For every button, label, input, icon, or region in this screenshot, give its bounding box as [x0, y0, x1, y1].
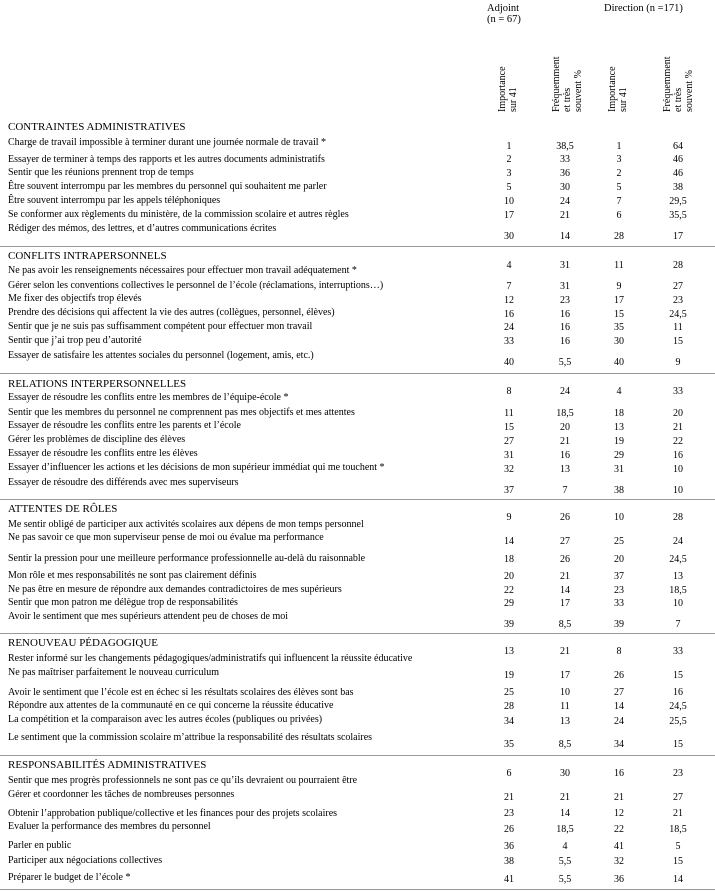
row-label: Préparer le budget de l’école * [8, 872, 131, 883]
cell-frequency-adjoint: 21 [560, 210, 570, 221]
cell-importance-adjoint: 40 [504, 357, 514, 368]
cell-frequency-direction: 10 [673, 598, 683, 609]
cell-importance-direction: 9 [616, 281, 622, 292]
cell-frequency-adjoint: 10 [560, 687, 570, 698]
cell-importance-direction: 5 [616, 182, 622, 193]
row-label: Participer aux négociations collectives [8, 855, 163, 866]
row-label: Gérer les problèmes de discipline des élèves [8, 434, 186, 445]
cell-importance-adjoint: 32 [504, 464, 514, 475]
cell-importance-direction: 1 [616, 141, 622, 152]
section-divider [0, 755, 715, 756]
section-title: RESPONSABILITÉS ADMINISTRATIVES [8, 759, 207, 771]
row-label: Sentir que mes progrès professionnels ne sont pas ce qu’ils devraient ou pourraient être [8, 775, 358, 786]
cell-frequency-adjoint: 21 [560, 571, 570, 582]
row-label: Mon rôle et mes responsabilités ne sont pas clairement définis [8, 570, 257, 581]
cell-importance-adjoint: 9 [506, 512, 512, 523]
cell-frequency-direction: 22 [673, 436, 683, 447]
row-label: Essayer de satisfaire les attentes sociales du personnel (logement, amis, etc.) [8, 350, 314, 361]
cell-frequency-direction: 17 [673, 231, 683, 242]
cell-frequency-direction: 25,5 [669, 716, 687, 727]
cell-frequency-adjoint: 21 [560, 646, 570, 657]
column-header-importance-adjoint [497, 36, 519, 112]
row-label: Me sentir obligé de participer aux activités scolaires aux dépens de mon temps personnel [8, 519, 364, 530]
cell-frequency-direction: 24,5 [669, 701, 687, 712]
group-header-line: Adjoint [487, 3, 520, 14]
cell-frequency-adjoint: 18,5 [556, 408, 574, 419]
cell-frequency-direction: 15 [673, 336, 683, 347]
cell-frequency-direction: 15 [673, 856, 683, 867]
cell-frequency-adjoint: 14 [560, 808, 570, 819]
cell-frequency-adjoint: 20 [560, 422, 570, 433]
cell-frequency-adjoint: 30 [560, 768, 570, 779]
cell-frequency-direction: 27 [673, 281, 683, 292]
cell-frequency-adjoint: 33 [560, 154, 570, 165]
row-label: Charge de travail impossible à terminer durant une journée normale de travail * [8, 137, 327, 148]
cell-frequency-direction: 21 [673, 808, 683, 819]
cell-importance-adjoint: 36 [504, 841, 514, 852]
cell-frequency-direction: 29,5 [669, 196, 687, 207]
section-divider [0, 373, 715, 374]
section-divider [0, 246, 715, 247]
row-label: Gérer et coordonner les tâches de nombreuses personnes [8, 789, 235, 800]
column-header-importance-direction [607, 36, 629, 112]
cell-frequency-direction: 9 [675, 357, 681, 368]
row-label: Avoir le sentiment que l’école est en échec si les résultats scolaires des élèves sont bas [8, 687, 354, 698]
cell-frequency-direction: 35,5 [669, 210, 687, 221]
cell-importance-adjoint: 16 [504, 309, 514, 320]
cell-frequency-adjoint: 31 [560, 281, 570, 292]
cell-importance-direction: 32 [614, 856, 624, 867]
cell-frequency-adjoint: 5,5 [558, 856, 572, 867]
cell-frequency-adjoint: 13 [560, 716, 570, 727]
cell-frequency-adjoint: 17 [560, 598, 570, 609]
cell-importance-direction: 19 [614, 436, 624, 447]
cell-frequency-adjoint: 21 [560, 436, 570, 447]
row-label: Sentir que je ne suis pas suffisamment compétent pour effectuer mon travail [8, 321, 313, 332]
cell-importance-adjoint: 12 [504, 295, 514, 306]
row-label: Evaluer la performance des membres du personnel [8, 821, 211, 832]
cell-frequency-adjoint: 5,5 [558, 357, 572, 368]
cell-importance-direction: 18 [614, 408, 624, 419]
cell-frequency-direction: 14 [673, 874, 683, 885]
cell-frequency-direction: 18,5 [669, 585, 687, 596]
cell-frequency-adjoint: 14 [560, 231, 570, 242]
column-header-line: Importance [497, 66, 508, 112]
section-title: CONTRAINTES ADMINISTRATIVES [8, 121, 186, 133]
cell-importance-direction: 27 [614, 687, 624, 698]
cell-importance-adjoint: 4 [506, 260, 512, 271]
row-label: Essayer de terminer à temps des rapports et les autres documents administratifs [8, 154, 325, 165]
group-header-line: (n = 67) [487, 14, 521, 25]
cell-importance-direction: 28 [614, 231, 624, 242]
column-header-frequency-adjoint [551, 36, 584, 112]
cell-importance-direction: 33 [614, 598, 624, 609]
cell-frequency-direction: 15 [673, 739, 683, 750]
group-header-direction [604, 3, 683, 14]
row-label: Être souvent interrompu par les membres du personnel qui souhaitent me parler [8, 181, 327, 192]
cell-importance-adjoint: 25 [504, 687, 514, 698]
cell-importance-adjoint: 6 [506, 768, 512, 779]
cell-frequency-adjoint: 31 [560, 260, 570, 271]
cell-importance-adjoint: 13 [504, 646, 514, 657]
cell-importance-adjoint: 22 [504, 585, 514, 596]
cell-importance-adjoint: 8 [506, 386, 512, 397]
table-bottom-rule [0, 889, 715, 890]
row-label: Gérer selon les conventions collectives le personnel de l’école (réclamations, interruptions…) [8, 280, 384, 291]
cell-importance-direction: 24 [614, 716, 624, 727]
cell-importance-direction: 8 [616, 646, 622, 657]
row-label: Rédiger des mémos, des lettres, et d’autres communications écrites [8, 223, 277, 234]
cell-frequency-direction: 33 [673, 386, 683, 397]
cell-importance-direction: 4 [616, 386, 622, 397]
cell-importance-adjoint: 39 [504, 619, 514, 630]
cell-frequency-direction: 46 [673, 154, 683, 165]
cell-frequency-direction: 24 [673, 536, 683, 547]
cell-importance-direction: 10 [614, 512, 624, 523]
section-divider [0, 633, 715, 634]
row-label: Se conformer aux règlements du ministère, de la commission scolaire et autres règles [8, 209, 349, 220]
cell-importance-adjoint: 11 [504, 408, 514, 419]
cell-importance-adjoint: 1 [506, 141, 512, 152]
row-label: Le sentiment que la commission scolaire m’attribue la responsabilité des résultats scolaires [8, 732, 373, 743]
cell-frequency-adjoint: 16 [560, 309, 570, 320]
column-header-line: souvent % [573, 70, 584, 112]
cell-importance-adjoint: 21 [504, 792, 514, 803]
cell-importance-direction: 38 [614, 485, 624, 496]
cell-importance-direction: 26 [614, 670, 624, 681]
row-label: Obtenir l’approbation publique/collective et les finances pour des projets scolaires [8, 808, 338, 819]
cell-importance-direction: 7 [616, 196, 622, 207]
cell-importance-direction: 35 [614, 322, 624, 333]
cell-importance-adjoint: 31 [504, 450, 514, 461]
group-header-adjoint [487, 3, 521, 25]
column-header-line: Importance [607, 66, 618, 112]
cell-frequency-direction: 23 [673, 295, 683, 306]
cell-importance-adjoint: 15 [504, 422, 514, 433]
cell-importance-direction: 2 [616, 168, 622, 179]
cell-importance-direction: 36 [614, 874, 624, 885]
row-label: Avoir le sentiment que mes supérieurs attendent peu de choses de moi [8, 611, 289, 622]
cell-frequency-adjoint: 16 [560, 322, 570, 333]
cell-frequency-adjoint: 24 [560, 196, 570, 207]
cell-importance-adjoint: 18 [504, 554, 514, 565]
cell-frequency-adjoint: 30 [560, 182, 570, 193]
row-label: Essayer de résoudre des différends avec mes superviseurs [8, 477, 239, 488]
cell-importance-direction: 34 [614, 739, 624, 750]
cell-frequency-direction: 16 [673, 450, 683, 461]
cell-frequency-direction: 18,5 [669, 824, 687, 835]
group-header-line: Direction (n =171) [604, 3, 683, 14]
row-label: Prendre des décisions qui affectent la vie des autres (collègues, personnel, élèves) [8, 307, 335, 318]
cell-importance-direction: 12 [614, 808, 624, 819]
column-header-line: souvent % [684, 70, 695, 112]
cell-frequency-adjoint: 4 [562, 841, 568, 852]
cell-frequency-direction: 23 [673, 768, 683, 779]
cell-importance-direction: 15 [614, 309, 624, 320]
cell-frequency-direction: 15 [673, 670, 683, 681]
row-label: Parler en public [8, 840, 72, 851]
column-header-line: et très [673, 87, 684, 112]
row-label: Sentir la pression pour une meilleure performance professionnelle au-delà du raisonnable [8, 553, 366, 564]
section-title: RENOUVEAU PÉDAGOGIQUE [8, 637, 159, 649]
section-title: RELATIONS INTERPERSONNELLES [8, 378, 187, 390]
cell-frequency-adjoint: 38,5 [556, 141, 574, 152]
cell-importance-direction: 17 [614, 295, 624, 306]
row-label: Ne pas savoir ce que mon superviseur pense de moi ou évalue ma performance [8, 532, 324, 543]
cell-importance-direction: 40 [614, 357, 624, 368]
cell-frequency-direction: 13 [673, 571, 683, 582]
cell-importance-direction: 31 [614, 464, 624, 475]
cell-frequency-adjoint: 14 [560, 585, 570, 596]
column-header-line: et très [562, 87, 573, 112]
cell-importance-adjoint: 35 [504, 739, 514, 750]
cell-importance-direction: 37 [614, 571, 624, 582]
cell-importance-adjoint: 23 [504, 808, 514, 819]
row-label: Sentir que j’ai trop peu d’autorité [8, 335, 142, 346]
cell-importance-adjoint: 5 [506, 182, 512, 193]
cell-frequency-direction: 7 [675, 619, 681, 630]
cell-importance-direction: 30 [614, 336, 624, 347]
cell-frequency-adjoint: 11 [560, 701, 570, 712]
cell-frequency-adjoint: 17 [560, 670, 570, 681]
cell-frequency-direction: 33 [673, 646, 683, 657]
column-header-line: sur 41 [508, 87, 519, 112]
cell-importance-direction: 22 [614, 824, 624, 835]
cell-importance-adjoint: 28 [504, 701, 514, 712]
cell-frequency-adjoint: 13 [560, 464, 570, 475]
row-label: Essayer d’influencer les actions et les décisions de mon supérieur immédiat qui me touchent * [8, 462, 385, 473]
row-label: Sentir que les réunions prennent trop de temps [8, 167, 194, 178]
cell-importance-adjoint: 17 [504, 210, 514, 221]
cell-frequency-direction: 11 [673, 322, 683, 333]
cell-frequency-direction: 10 [673, 485, 683, 496]
cell-importance-direction: 29 [614, 450, 624, 461]
cell-frequency-direction: 28 [673, 512, 683, 523]
cell-frequency-direction: 24,5 [669, 554, 687, 565]
row-label: Sentir que les membres du personnel ne comprennent pas mes objectifs et mes attentes [8, 407, 355, 418]
cell-frequency-direction: 16 [673, 687, 683, 698]
cell-importance-adjoint: 2 [506, 154, 512, 165]
cell-importance-adjoint: 30 [504, 231, 514, 242]
row-label: Rester informé sur les changements pédagogiques/administratifs qui influencent la réussite éducative [8, 653, 413, 664]
cell-importance-direction: 14 [614, 701, 624, 712]
cell-importance-direction: 21 [614, 792, 624, 803]
section-title: CONFLITS INTRAPERSONNELS [8, 250, 167, 262]
cell-frequency-adjoint: 8,5 [558, 739, 572, 750]
cell-frequency-adjoint: 26 [560, 554, 570, 565]
column-header-line: Fréquemment [662, 56, 673, 112]
cell-importance-direction: 13 [614, 422, 624, 433]
cell-importance-adjoint: 3 [506, 168, 512, 179]
cell-importance-direction: 25 [614, 536, 624, 547]
cell-importance-adjoint: 34 [504, 716, 514, 727]
row-label: Sentir que mon patron me délègue trop de responsabilités [8, 597, 238, 608]
cell-frequency-direction: 10 [673, 464, 683, 475]
row-label: Me fixer des objectifs trop élevés [8, 293, 142, 304]
cell-frequency-direction: 20 [673, 408, 683, 419]
cell-importance-direction: 6 [616, 210, 622, 221]
section-divider [0, 499, 715, 500]
cell-frequency-adjoint: 5,5 [558, 874, 572, 885]
cell-importance-direction: 41 [614, 841, 624, 852]
row-label: Ne pas être en mesure de répondre aux demandes contradictoires de mes supérieurs [8, 584, 342, 595]
row-label: Ne pas avoir les renseignements nécessaires pour effectuer mon travail adéquatement * [8, 265, 357, 276]
cell-frequency-adjoint: 27 [560, 536, 570, 547]
cell-importance-adjoint: 19 [504, 670, 514, 681]
cell-frequency-adjoint: 18,5 [556, 824, 574, 835]
cell-frequency-adjoint: 16 [560, 450, 570, 461]
row-label: Essayer de résoudre les conflits entre les membres de l’équipe-école * [8, 392, 289, 403]
row-label: Être souvent interrompu par les appels téléphoniques [8, 195, 221, 206]
cell-frequency-direction: 28 [673, 260, 683, 271]
cell-frequency-adjoint: 16 [560, 336, 570, 347]
cell-frequency-direction: 38 [673, 182, 683, 193]
column-header-line: Fréquemment [551, 56, 562, 112]
column-header-frequency-direction [662, 36, 695, 112]
cell-importance-direction: 39 [614, 619, 624, 630]
cell-frequency-direction: 46 [673, 168, 683, 179]
cell-frequency-adjoint: 21 [560, 792, 570, 803]
cell-importance-direction: 20 [614, 554, 624, 565]
cell-importance-adjoint: 20 [504, 571, 514, 582]
cell-importance-adjoint: 41 [504, 874, 514, 885]
cell-frequency-adjoint: 26 [560, 512, 570, 523]
cell-frequency-adjoint: 36 [560, 168, 570, 179]
row-label: Ne pas maîtriser parfaitement le nouveau curriculum [8, 667, 220, 678]
cell-importance-direction: 16 [614, 768, 624, 779]
section-title: ATTENTES DE RÔLES [8, 503, 118, 515]
cell-importance-direction: 23 [614, 585, 624, 596]
row-label: La compétition et la comparaison avec les autres écoles (publiques ou privées) [8, 714, 323, 725]
cell-importance-adjoint: 14 [504, 536, 514, 547]
cell-frequency-direction: 21 [673, 422, 683, 433]
row-label: Essayer de résoudre les conflits entre les élèves [8, 448, 198, 459]
cell-frequency-direction: 27 [673, 792, 683, 803]
cell-frequency-adjoint: 7 [562, 485, 568, 496]
cell-importance-adjoint: 37 [504, 485, 514, 496]
cell-importance-adjoint: 7 [506, 281, 512, 292]
cell-importance-adjoint: 38 [504, 856, 514, 867]
cell-importance-adjoint: 27 [504, 436, 514, 447]
cell-importance-adjoint: 24 [504, 322, 514, 333]
cell-importance-direction: 11 [614, 260, 624, 271]
cell-importance-adjoint: 29 [504, 598, 514, 609]
cell-frequency-direction: 24,5 [669, 309, 687, 320]
cell-importance-adjoint: 10 [504, 196, 514, 207]
cell-frequency-direction: 5 [675, 841, 681, 852]
row-label: Essayer de résoudre les conflits entre les parents et l’école [8, 420, 241, 431]
cell-frequency-direction: 64 [673, 141, 683, 152]
row-label: Répondre aux attentes de la communauté en ce qui concerne la réussite éducative [8, 700, 334, 711]
cell-frequency-adjoint: 8,5 [558, 619, 572, 630]
cell-frequency-adjoint: 23 [560, 295, 570, 306]
cell-importance-direction: 3 [616, 154, 622, 165]
column-header-line: sur 41 [618, 87, 629, 112]
cell-importance-adjoint: 26 [504, 824, 514, 835]
cell-importance-adjoint: 33 [504, 336, 514, 347]
cell-frequency-adjoint: 24 [560, 386, 570, 397]
